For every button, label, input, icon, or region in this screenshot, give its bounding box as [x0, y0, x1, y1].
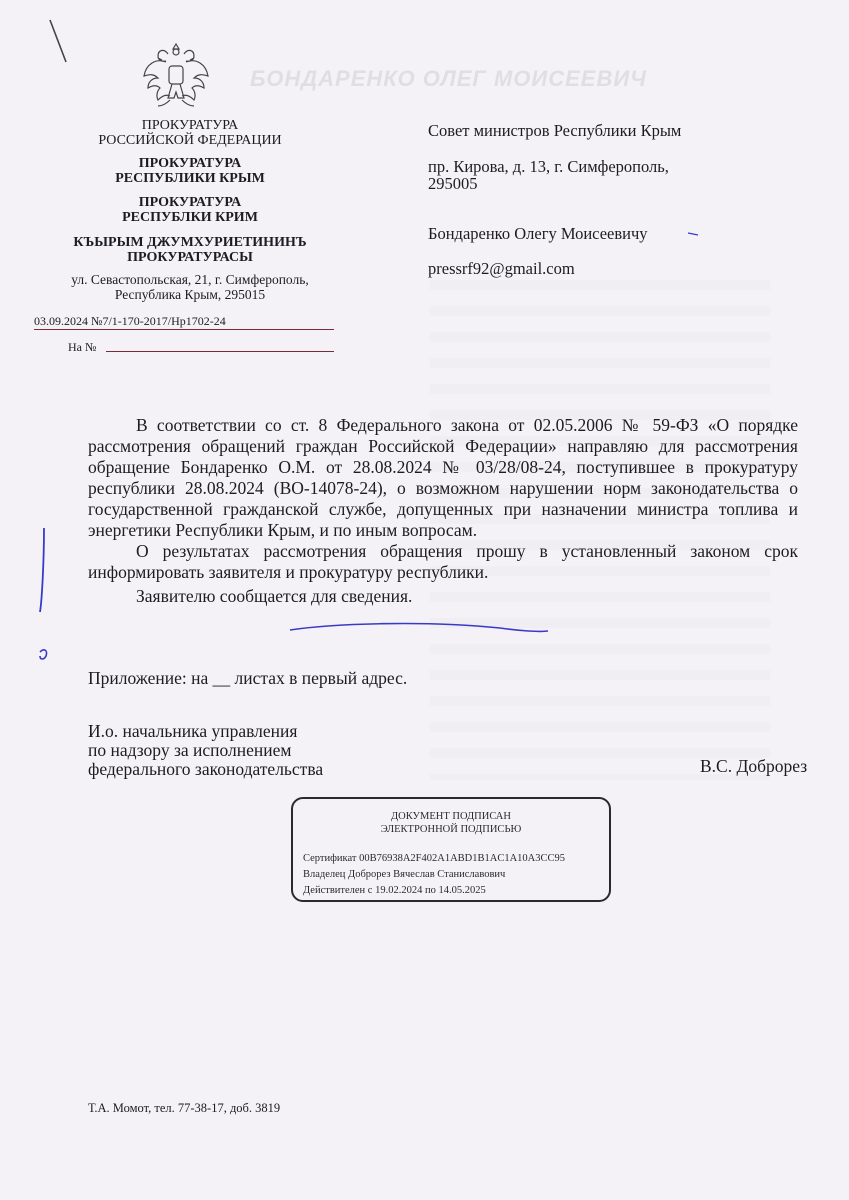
signatory-position — [88, 722, 323, 779]
org-line: КЪЫРЫМ ДЖУМХУРИЕТИНИНЪ — [73, 235, 307, 250]
address-line: ул. Севастопольская, 21, г. Симферополь, — [71, 272, 309, 287]
org-prosecutor-crimea-ua — [20, 195, 360, 225]
stamp-validity: Действителен с 19.02.2024 по 14.05.2025 — [303, 885, 486, 896]
org-line: РОССИЙСКОЙ ФЕДЕРАЦИИ — [98, 133, 282, 148]
body-paragraph-2: О результатах рассмотрения обращения прошу в установленный законом срок информировать заявителя и прокуратуру республики. — [88, 541, 798, 582]
position-line: И.о. начальника управления — [88, 721, 298, 741]
org-line: РЕСПУБЛИКИ КРЫМ — [115, 171, 265, 186]
stamp-title-1: ДОКУМЕНТ ПОДПИСАН — [391, 811, 511, 822]
eagle-emblem-icon — [140, 38, 212, 114]
org-prosecutor-crimea-tt — [20, 235, 360, 265]
org-line: ПРОКУРАТУРА — [138, 195, 242, 210]
sender-address — [20, 272, 360, 302]
org-line: ПРОКУРАТУРА — [138, 156, 242, 171]
stamp-certificate: Сертификат 00B76938A2F402A1ABD1B1AC1A10A3CC95 — [303, 853, 566, 864]
org-prosecutor-rf — [20, 118, 360, 148]
electronic-signature-stamp — [291, 797, 611, 902]
stamp-owner: Владелец Доброрез Вячеслав Станиславович — [303, 869, 506, 880]
bleed-through-title: БОНДАРЕНКО ОЛЕГ МОИСЕЕВИЧ — [250, 66, 647, 91]
outgoing-number: 03.09.2024 №7/1-170-2017/Нр1702-24 — [34, 314, 334, 330]
incoming-ref-line — [106, 351, 334, 352]
body-paragraph-1: В соответствии со ст. 8 Федерального закона от 02.05.2006 № 59-ФЗ «О порядке рассмотрения обращений граждан Российской Федерации» направляю для рассмотрения обращение Бондаренко О.М. от 28.08.2024 № 03/28/08-24, поступившее в прокуратуру республики 28.08.2024 (ВО-14078-24), о возможном нарушении норм законодательства о государственной гражданской службе, допущенных при назначении министра топлива и энергетики Республики Крым, и по иным вопросам. — [88, 415, 798, 540]
recipient-council: Совет министров Республики Крым — [428, 121, 682, 140]
recipient-person: Бондаренко Олегу Моисеевичу — [428, 224, 648, 243]
org-prosecutor-crimea-ru — [20, 156, 360, 186]
position-line: по надзору за исполнением — [88, 740, 292, 760]
recipient-postcode: 295005 — [428, 174, 478, 193]
recipient-address: пр. Кирова, д. 13, г. Симферополь, — [428, 157, 669, 176]
address-line: Республика Крым, 295015 — [114, 287, 266, 302]
org-line: ПРОКУРАТУРАСЫ — [127, 250, 253, 265]
incoming-ref-label: На № — [68, 340, 97, 354]
recipient-email: pressrf92@gmail.com — [428, 259, 575, 278]
org-line: ПРОКУРАТУРА — [141, 118, 239, 133]
attachment-line: Приложение: на __ листах в первый адрес. — [88, 668, 408, 688]
executor-contact: Т.А. Момот, тел. 77-38-17, доб. 3819 — [88, 1101, 281, 1115]
body-paragraph-3: Заявителю сообщается для сведения. — [136, 586, 413, 606]
letter-body — [88, 415, 798, 607]
stamp-title-2: ЭЛЕКТРОННОЙ ПОДПИСЬЮ — [380, 824, 522, 835]
org-line: РЕСПУБЛКИ КРИМ — [122, 210, 258, 225]
position-line: федерального законодательства — [88, 759, 324, 779]
signatory-name: В.С. Доброрез — [700, 756, 808, 776]
